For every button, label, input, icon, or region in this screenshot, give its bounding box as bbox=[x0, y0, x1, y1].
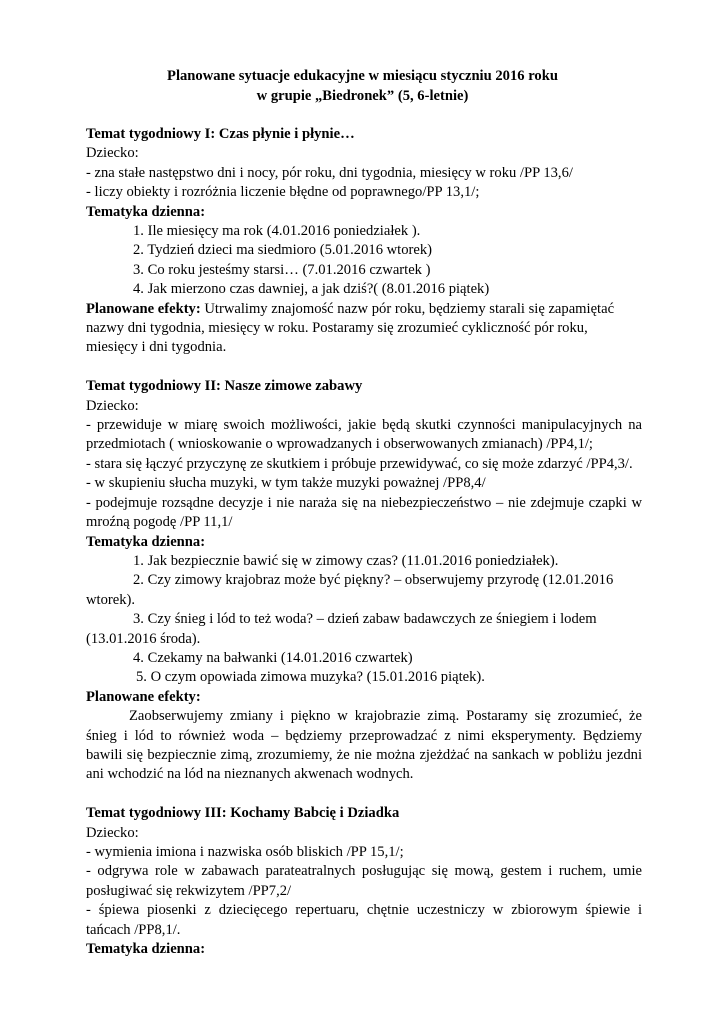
week-1-goal: - zna stałe następstwo dni i nocy, pór roku, dni tygodnia, miesięcy w roku /PP 13,6/ bbox=[86, 164, 573, 181]
week-2-day-item: 1. Jak bezpiecznie bawić się w zimowy czas? (11.01.2016 poniedziałek). bbox=[133, 552, 559, 569]
document-body bbox=[86, 125, 642, 959]
week-3-child-label: Dziecko: bbox=[86, 824, 139, 841]
week-2-effects-label: Planowane efekty: bbox=[86, 688, 201, 705]
week-1-day-item: 1. Ile miesięcy ma rok (4.01.2016 poniedziałek ). bbox=[133, 223, 421, 240]
week-2-daily-label: Tematyka dzienna: bbox=[86, 533, 206, 550]
week-1-child-label: Dziecko: bbox=[86, 145, 139, 162]
week-2-goal: - przewiduje w miarę swoich możliwości, jakie będą skutki czynności manipulacyjnych na przedmiotach ( wnioskowanie o wprowadzanych i obserwowanych zmianach) /PP4,1/; bbox=[86, 417, 642, 453]
week-1-day-item: 2. Tydzień dzieci ma siedmioro (5.01.2016 wtorek) bbox=[133, 242, 433, 259]
spacer bbox=[86, 785, 642, 804]
week-1-goal: - liczy obiekty i rozróżnia liczenie błędne od poprawnego/PP 13,1/; bbox=[86, 184, 480, 201]
week-2-day-item: 2. Czy zimowy krajobraz może być piękny? – obserwujemy przyrodę (12.01.2016 bbox=[133, 572, 614, 589]
week-1-day-item: 3. Co roku jesteśmy starsi… (7.01.2016 czwartek ) bbox=[133, 261, 431, 278]
spacer bbox=[86, 358, 642, 377]
week-1-effects bbox=[86, 300, 642, 358]
week-2-day-item: 5. O czym opowiada zimowa muzyka? (15.01.2016 piątek). bbox=[136, 669, 485, 686]
week-2-goal: - podejmuje rozsądne decyzje i nie naraża się na niebezpieczeństwo – nie zdejmuje czapki w mroźną pogodę /PP 11,1/ bbox=[86, 494, 642, 531]
week-2-goal: - w skupieniu słucha muzyki, w tym także muzyki poważnej /PP8,4/ bbox=[86, 475, 486, 492]
week-3-goal: - odgrywa role w zabawach parateatralnych posługując się mową, gestem i ruchem, umie posługiwać się rekwizytem /PP7,2/ bbox=[86, 863, 642, 899]
week-1-day-item: 4. Jak mierzono czas dawniej, a jak dziś?( (8.01.2016 piątek) bbox=[133, 281, 490, 298]
week-3-goal: - wymienia imiona i nazwiska osób bliskich /PP 15,1/; bbox=[86, 844, 404, 860]
week-3-goal: - śpiewa piosenki z dziecięcego repertuaru, chętnie uczestniczy w zbiorowym śpiewie i tańcach /PP8,1/. bbox=[86, 902, 642, 938]
week-2-effects-text: Zaobserwujemy zmiany i piękno w krajobrazie zimą. Postaramy się zrozumieć, że śnieg i lód to również woda – będziemy przeprowadzać z nimi eksperymenty. Będziemy bawili się bezpiecznie zimą, zrozumiemy, że nie można zjeżdżać na sankach w pobliżu jezdni ani wchodzić na lód na nieznanych akwenach wodnych. bbox=[86, 708, 642, 783]
document-title-line-1: Planowane sytuacje edukacyjne w miesiącu styczniu 2016 roku bbox=[167, 68, 558, 84]
week-2-day-item: 3. Czy śnieg i lód to też woda? – dzień zabaw badawczych ze śniegiem i lodem bbox=[133, 611, 597, 628]
week-1-heading: Temat tygodniowy I: Czas płynie i płynie… bbox=[86, 126, 355, 142]
week-3-daily-label: Tematyka dzienna: bbox=[86, 941, 206, 958]
week-1-effects-text: Utrwalimy znajomość nazw pór roku, będziemy starali się zapamiętać nazwy dni tygodnia, miesięcy w roku. Postaramy się zrozumieć cykliczność pór roku, miesięcy i dni tygodnia. bbox=[86, 300, 615, 356]
week-2-day-item-continuation: wtorek). bbox=[86, 591, 136, 608]
week-2-goal: - stara się łączyć przyczynę ze skutkiem i próbuje przewidywać, co się może zdarzyć /PP4,3/. bbox=[86, 455, 633, 472]
week-1-effects-label: Planowane efekty: bbox=[86, 300, 201, 317]
document-title-line-2: w grupie „Biedronek” (5, 6-letnie) bbox=[256, 88, 469, 104]
week-1-daily-label: Tematyka dzienna: bbox=[86, 203, 206, 220]
week-2-heading: Temat tygodniowy II: Nasze zimowe zabawy bbox=[86, 378, 363, 395]
week-2-day-item-continuation: (13.01.2016 środa). bbox=[86, 630, 201, 647]
week-3-heading: Temat tygodniowy III: Kochamy Babcię i Dziadka bbox=[86, 805, 400, 822]
week-2-child-label: Dziecko: bbox=[86, 397, 139, 414]
week-2-day-item: 4. Czekamy na bałwanki (14.01.2016 czwartek) bbox=[133, 649, 413, 666]
